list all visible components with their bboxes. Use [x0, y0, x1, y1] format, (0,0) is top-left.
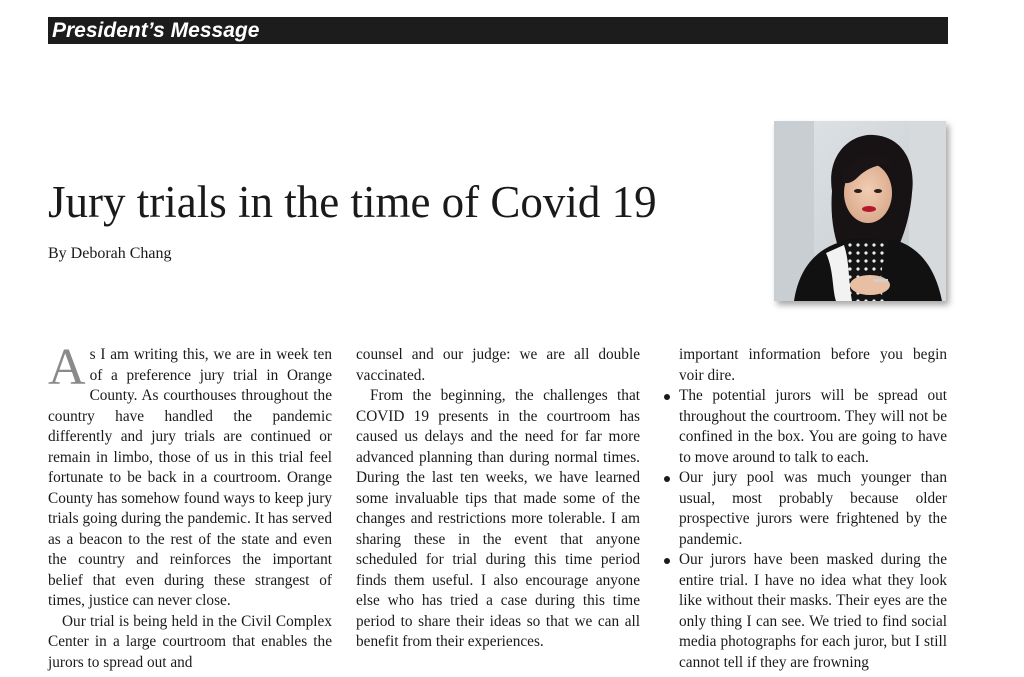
list-item-text: Our jurors have been masked during the entire trial. I have no idea what they look like without their masks. Their eyes are the only thing I can see. We tried to find social media photographs for each juror, but I still cannot tell if they are frowning — [679, 551, 947, 671]
section-title: President’s Message — [52, 19, 260, 42]
author-photo — [774, 121, 946, 301]
article-paragraph: important information before you begin voir dire. — [679, 346, 947, 384]
author-portrait-image — [774, 121, 946, 301]
article-headline: Jury trials in the time of Covid 19 — [48, 177, 657, 227]
article-paragraph-intro — [48, 339, 332, 612]
intro-text: s I am writing this, we are in week ten of a preference jury trial in Orange County. As courthouses throughout the country have handled the pandemic differently and jury trials are continued or remain in limbo, those of us in this trial feel fortunate to be back in a courtroom. Orange County has somehow found ways to keep jury trials going during the pandemic. It has served as a beacon to the rest of the state and even the country and reinforces the important belief that even during these strangest of times, justice can never close. — [48, 346, 332, 609]
list-item-text: The potential jurors will be spread out throughout the courtroom. They will not be confined in the box. You are going to have to move around to talk to each. — [679, 387, 947, 466]
list-item — [679, 550, 947, 673]
article-paragraph: counsel and our judge: we are all double vaccinated. — [356, 346, 640, 384]
article-column-3 — [679, 345, 947, 673]
list-item — [679, 468, 947, 550]
bullet-icon — [664, 476, 670, 482]
bullet-icon — [664, 558, 670, 564]
article-byline: By Deborah Chang — [48, 245, 172, 262]
drop-cap: A — [48, 339, 86, 396]
section-banner — [48, 17, 948, 44]
tips-list — [679, 386, 947, 673]
article-column-2 — [356, 345, 640, 653]
article-paragraph: From the beginning, the challenges that COVID 19 presents in the courtroom has caused us delays and the need for far more advanced planning than during normal times. During the last ten weeks, we have learned some invaluable tips that made some of the changes and restrictions more tolerable. I am sharing these in the event that anyone scheduled for trial during this time period finds them useful. I also encourage anyone else who has tried a case during this time period to share their ideas so that we can all benefit from their experiences. — [356, 387, 640, 650]
bullet-icon — [664, 394, 670, 400]
list-item — [679, 386, 947, 468]
article-paragraph: Our trial is being held in the Civil Complex Center in a large courtroom that enables the jurors to spread out and — [48, 612, 332, 671]
article-column-1 — [48, 339, 332, 673]
list-item-text: Our jury pool was much younger than usual, most probably because older prospective jurors were frightened by the pandemic. — [679, 469, 947, 548]
